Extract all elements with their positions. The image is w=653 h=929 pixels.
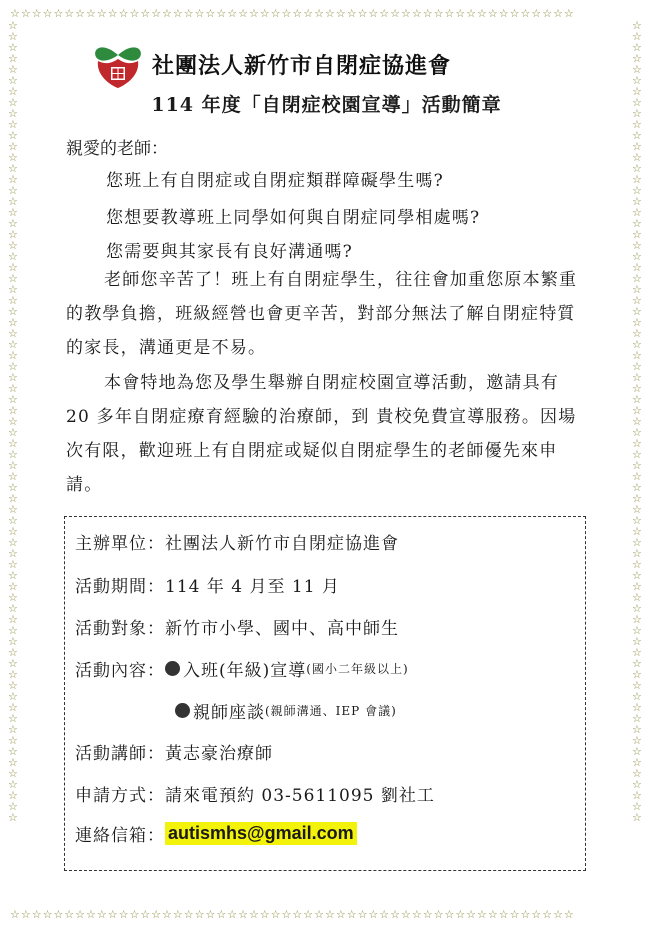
period-label: 活動期間：	[75, 577, 165, 597]
document-title: 114 年度「自閉症校園宣導」活動簡章	[151, 94, 502, 116]
bullet-icon	[165, 661, 180, 676]
period-value: 114 年 4 月至 11 月	[165, 577, 340, 597]
activity-info-box	[64, 516, 586, 871]
org-name: 社團法人新竹市自閉症協進會	[152, 52, 452, 79]
apply-value: 請來電預約 03-5611095 劉社工	[165, 786, 435, 806]
salutation: 親愛的老師：	[66, 139, 168, 159]
content-label: 活動內容：	[75, 661, 165, 681]
organizer-label: 主辦單位：	[75, 534, 165, 554]
org-header	[92, 38, 451, 90]
lecturer-label: 活動講師：	[75, 744, 165, 764]
star-border-top: ☆☆☆☆☆☆☆☆☆☆☆☆☆☆☆☆☆☆☆☆☆☆☆☆☆☆☆☆☆☆☆☆☆☆☆☆☆☆☆☆☆☆☆☆☆☆☆☆☆☆☆☆	[10, 8, 575, 20]
audience-value: 新竹市小學、國中、高中師生	[165, 619, 399, 639]
star-border-left: ☆☆☆☆☆☆☆☆☆☆☆☆☆☆☆☆☆☆☆☆☆☆☆☆☆☆☆☆☆☆☆☆☆☆☆☆☆☆☆☆☆☆☆☆☆☆☆☆☆☆☆☆☆☆☆☆☆☆☆☆☆☆☆☆☆☆☆☆☆☆☆☆☆	[8, 20, 19, 824]
content-item-1-note: (國小二年級以上)	[306, 662, 409, 676]
organizer-row	[75, 529, 399, 554]
lecturer-row	[75, 739, 273, 764]
apply-row	[75, 781, 435, 806]
content-item-1: 入班(年級)宣導	[183, 661, 307, 681]
content-row	[75, 656, 409, 681]
star-border-right: ☆☆☆☆☆☆☆☆☆☆☆☆☆☆☆☆☆☆☆☆☆☆☆☆☆☆☆☆☆☆☆☆☆☆☆☆☆☆☆☆☆☆☆☆☆☆☆☆☆☆☆☆☆☆☆☆☆☆☆☆☆☆☆☆☆☆☆☆☆☆☆☆☆	[632, 20, 643, 824]
paragraph-invitation: 本會特地為您及學生舉辦自閉症校園宣導活動，邀請具有 20 多年自閉症療育經驗的治療師，到 貴校免費宣導服務。因場次有限，歡迎班上有自閉症或疑似自閉症學生的老師優先來申請。	[66, 373, 577, 495]
content-row-2	[175, 698, 397, 723]
lecturer-value: 黃志豪治療師	[165, 744, 273, 764]
audience-label: 活動對象：	[75, 619, 165, 639]
star-border-bottom: ☆☆☆☆☆☆☆☆☆☆☆☆☆☆☆☆☆☆☆☆☆☆☆☆☆☆☆☆☆☆☆☆☆☆☆☆☆☆☆☆☆☆☆☆☆☆☆☆☆☆☆☆	[10, 909, 575, 921]
content-item-2: 親師座談	[193, 703, 265, 723]
audience-row	[75, 614, 399, 639]
question-1: 您班上有自閉症或自閉症類群障礙學生嗎?	[106, 171, 444, 191]
bullet-icon	[175, 703, 190, 718]
email-row	[75, 821, 357, 846]
association-logo-icon	[92, 39, 144, 89]
apply-label: 申請方式：	[75, 786, 165, 806]
email-label: 連絡信箱：	[75, 826, 165, 846]
content-item-2-note: (親師溝通、IEP 會議)	[265, 704, 397, 718]
question-3: 您需要與其家長有良好溝通嗎?	[106, 242, 353, 262]
email-link[interactable]: autismhs@gmail.com	[165, 822, 357, 845]
period-row	[75, 572, 340, 597]
paragraph-intro: 老師您辛苦了！班上有自閉症學生，往往會加重您原本繁重的教學負擔，班級經營也會更辛苦，對部分無法了解自閉症特質的家長，溝通更是不易。	[66, 270, 578, 358]
organizer-value: 社團法人新竹市自閉症協進會	[165, 534, 399, 554]
question-2: 您想要教導班上同學如何與自閉症同學相處嗎?	[106, 208, 481, 228]
